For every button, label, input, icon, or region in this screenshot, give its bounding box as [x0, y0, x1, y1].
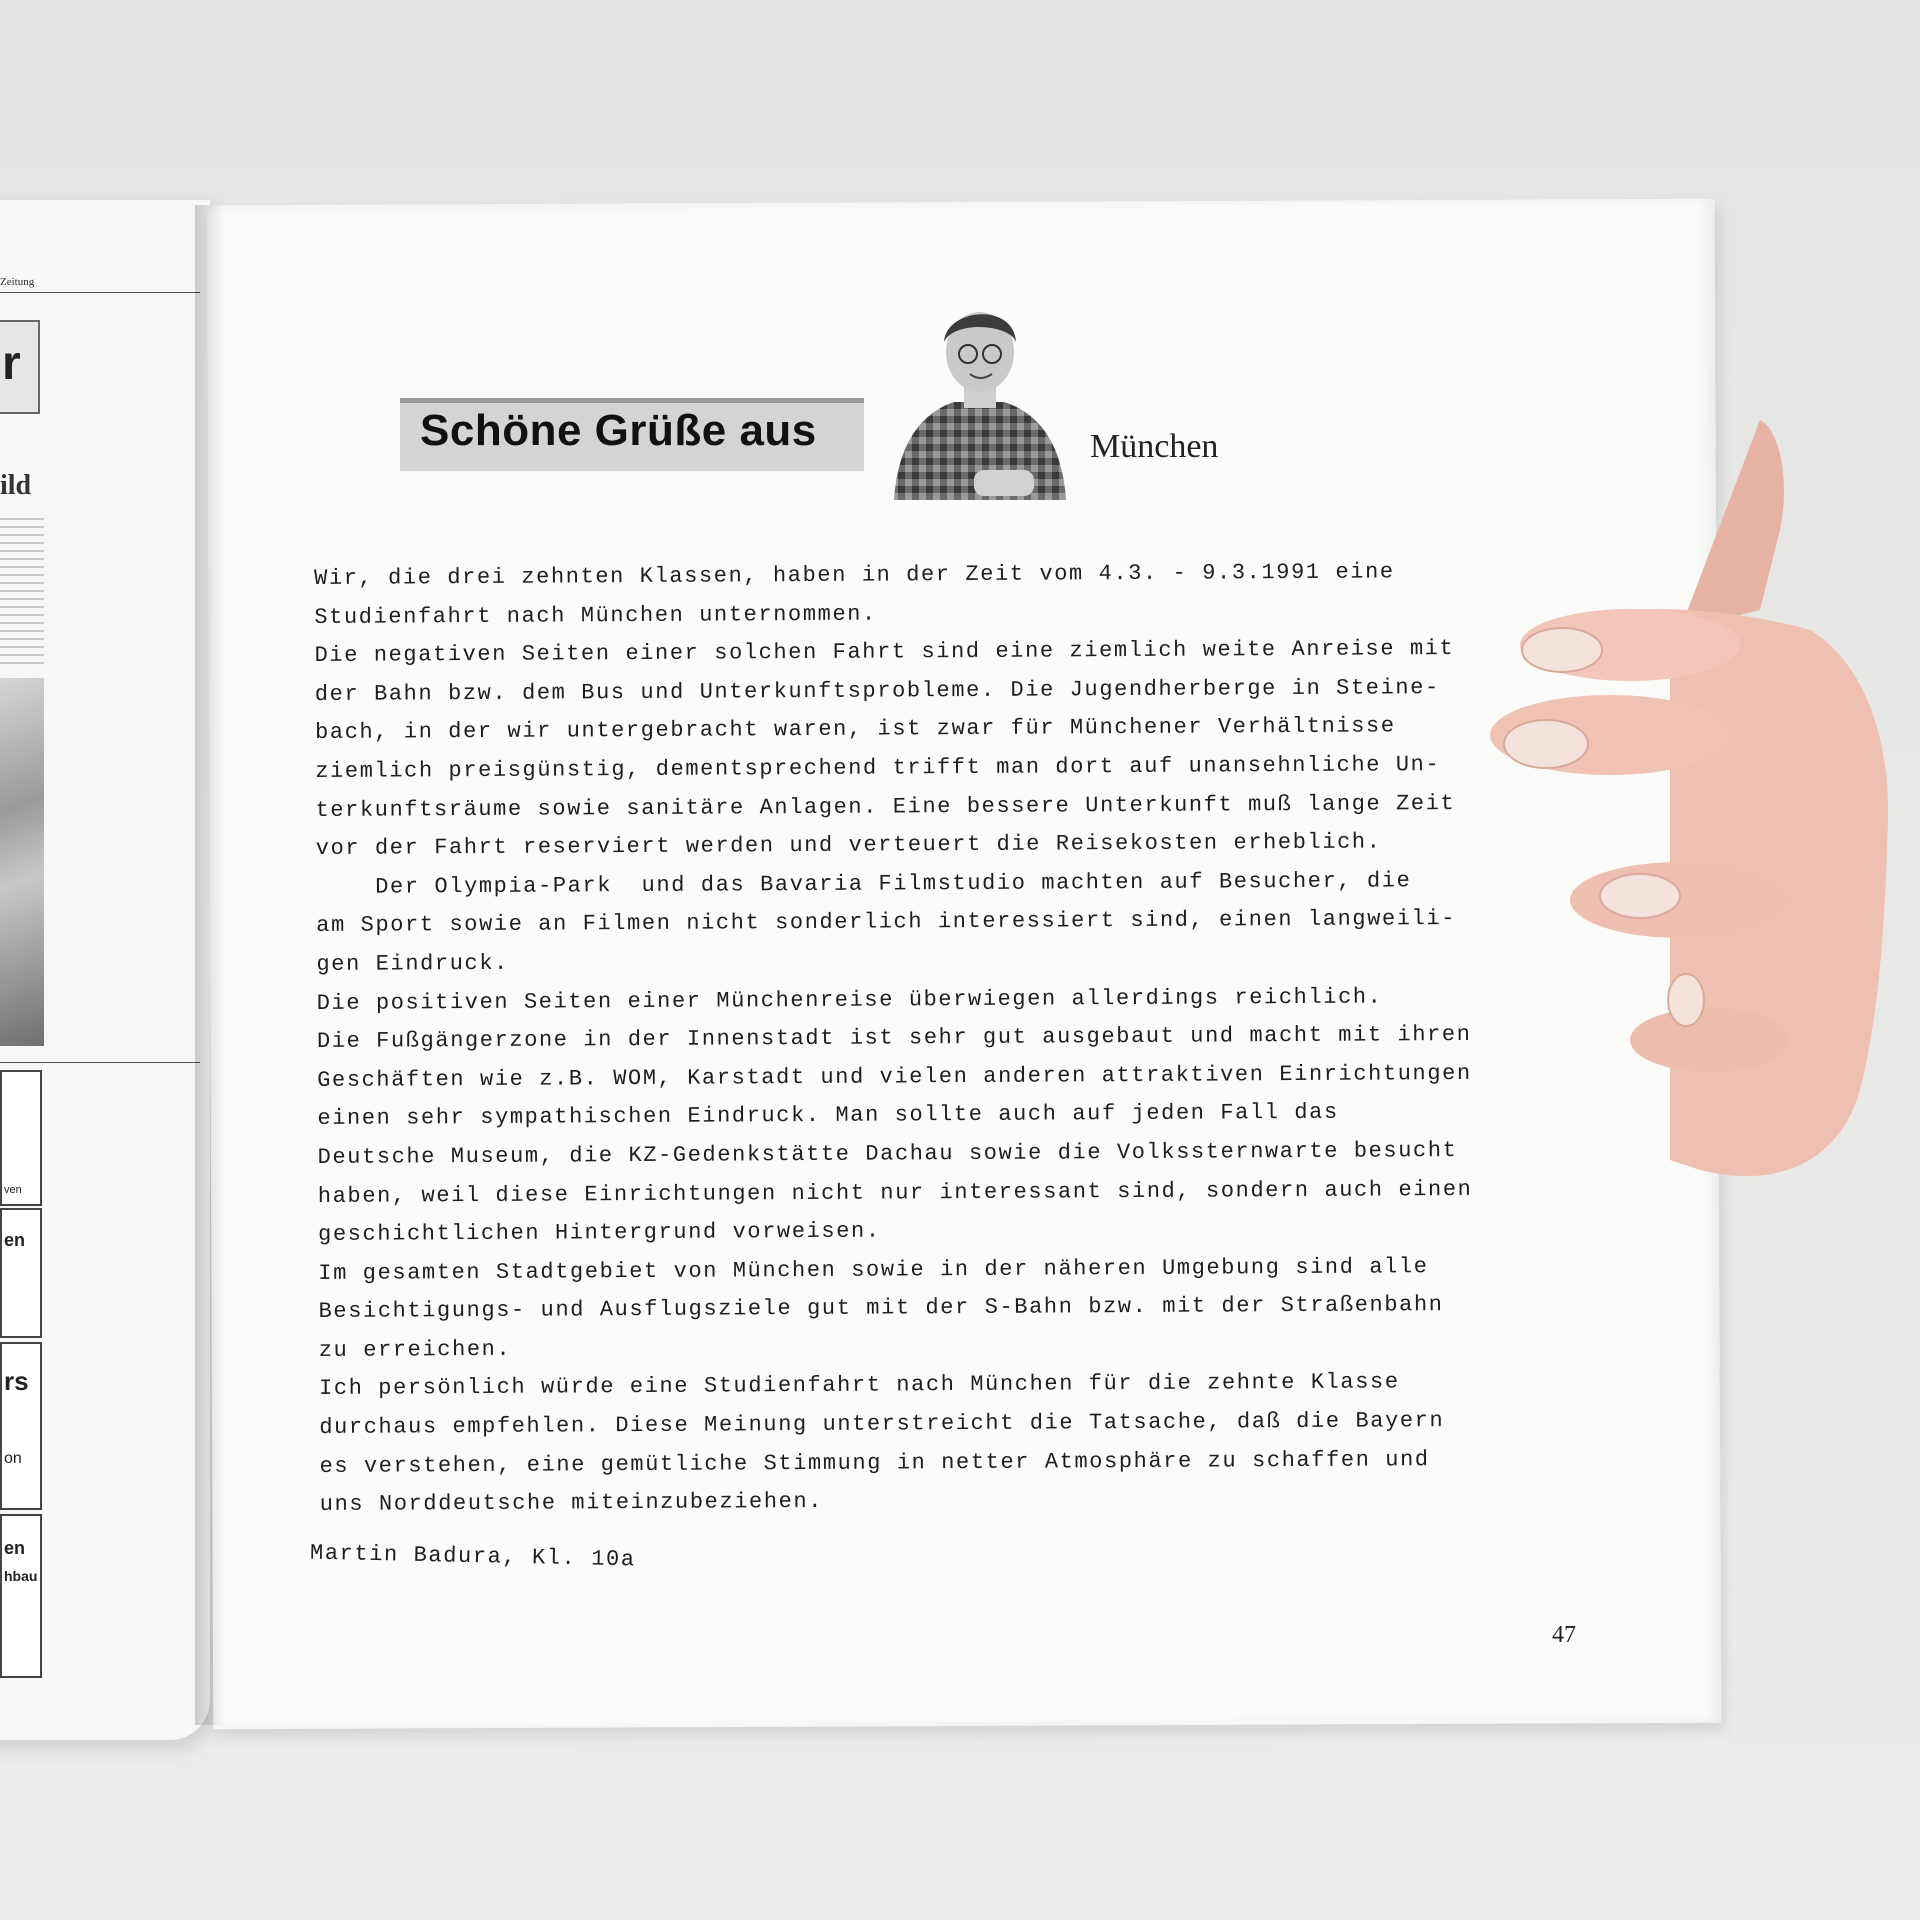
left-text-column — [0, 518, 44, 668]
hand-illustration — [1480, 400, 1920, 1200]
article-body — [314, 553, 1520, 1525]
left-ad-4 — [0, 1514, 42, 1678]
left-fragment-ild: ild — [0, 470, 32, 501]
left-ad-4-sub: hbau — [4, 1568, 38, 1584]
page-number: 47 — [1552, 1622, 1576, 1648]
left-headline-box — [0, 320, 40, 414]
left-ad-2-text: en — [4, 1230, 26, 1250]
left-divider — [0, 1062, 200, 1063]
paragraph-6: Im gesamten Stadtgebiet von München sowie in der näheren Umgebung sind alle Besichtigungs- und Ausflugsziele gut mit der S-Bahn bzw. mit der Straßenbahn zu erreichen. — [318, 1253, 1444, 1363]
paragraph-5: Die Fußgängerzone in der Innenstadt ist sehr gut ausgebaut und macht mit ihren Geschäften wie z.B. WOM, Karstadt und vielen anderen attraktiven Einrichtungen einen sehr sympathischen Eindruck. Man sollte auch auf jeden Fall das Deutsche Museum, die KZ-Gedenkstätte Dachau sowie die Volkssternwarte besucht haben, weil diese Einrichtungen nicht nur interessant sind, sondern auch einen geschichtlichen Hintergrund vorweisen. — [316, 1022, 1473, 1248]
author-signature: Martin Badura, Kl. 10a — [309, 1540, 636, 1573]
city-name: München — [1090, 428, 1219, 465]
left-photo — [0, 678, 44, 1046]
left-ad-3-text: rs — [4, 1366, 29, 1396]
paragraph-7: Ich persönlich würde eine Studienfahrt nach München für die zehnte Klasse durchaus empfehlen. Diese Meinung unterstreicht die Tatsache, daß die Bayern es verstehen, eine gemütliche Stimmung in netter Atmosphäre zu schaffen und uns Norddeutsche miteinzubeziehen. — [318, 1369, 1445, 1518]
paragraph-3: Der Olympia-Park und das Bavaria Filmstudio machten auf Besucher, die am Sport sowie an Filmen nicht sonderlich interessiert sind, einen langweili- gen Eindruck. — [315, 868, 1457, 977]
paragraph-2: Die negativen Seiten einer solchen Fahrt sind eine ziemlich weite Anreise mit der Bahn bzw. dem Bus und Unterkunftsprobleme. Die Jugendherberge in Steine- bach, in der wir untergebracht waren, ist zwar für Münchener Verhältnisse ziemlich preisgünstig, dementsprechend trifft man dort auf unansehnliche Un- terkunftsräume sowie sanitäre Anlagen. Eine bessere Unterkunft muß lange Zeit vor der Fahrt reserviert werden und verteuert die Reisekosten erheblich. — [314, 636, 1456, 862]
left-ad-1 — [0, 1070, 42, 1206]
left-ad-2 — [0, 1208, 42, 1338]
left-page — [0, 200, 210, 1740]
left-ad-3 — [0, 1342, 42, 1510]
left-fragment-r: r — [2, 337, 21, 390]
paragraph-4: Die positiven Seiten einer Münchenreise überwiegen allerdings reichlich. — [316, 984, 1383, 1016]
left-header-rule — [0, 292, 200, 293]
left-page-header: Zeitung — [0, 276, 35, 288]
left-ad-3-sub: on — [4, 1450, 22, 1467]
left-ad-4-text: en — [4, 1538, 26, 1558]
paragraph-1: Wir, die drei zehnten Klassen, haben in der Zeit vom 4.3. - 9.3.1991 eine Studienfahrt nach München unternommen. — [314, 559, 1395, 630]
portrait-photo — [884, 290, 1074, 502]
left-ad-1-text: ven — [4, 1184, 22, 1196]
page-fold-shadow — [195, 205, 225, 1725]
page-title: Schöne Grüße aus — [420, 406, 817, 455]
